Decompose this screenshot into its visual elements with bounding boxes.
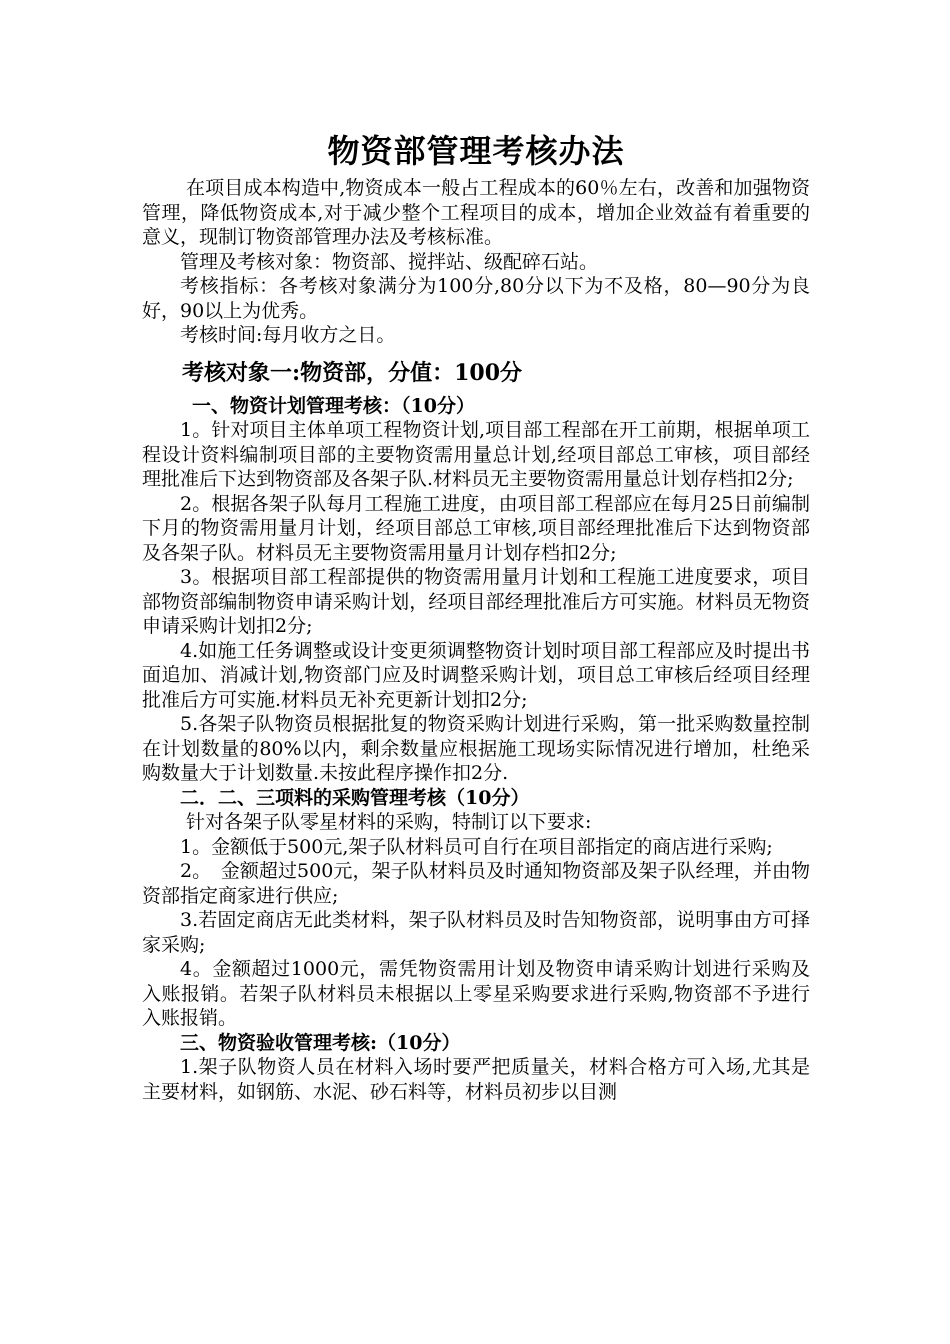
part1-heading: 一、物资计划管理考核：（10分） [192, 394, 475, 417]
part2-item: 2。 金额超过500元，架子队材料员及时通知物资部及架子队经理，并由物资部指定商家进行供应; [142, 860, 810, 907]
assessment-indicators: 考核指标：各考核对象满分为100分,80分以下为不及格，80—90分为良好，90以上为优秀。 [142, 275, 810, 322]
part2-lead: 针对各架子队零星材料的采购，特制订以下要求: [186, 811, 592, 833]
assessment-time: 考核时间:每月收方之日。 [180, 324, 396, 346]
part2-item: 3.若固定商店无此类材料，架子队材料员及时告知物资部，说明事由方可择家采购; [142, 909, 810, 956]
part2-item: 1。金额低于500元,架子队材料员可自行在项目部指定的商店进行采购; [180, 835, 773, 858]
part1-item: 4.如施工任务调整或设计变更须调整物资计划时项目部工程部应及时提出书面追加、消减计划,物资部门应及时调整采购计划，项目总工审核后经项目经理批准后方可实施.材料员无补充更新计划扣2分; [142, 639, 810, 711]
part3-item: 1.架子队物资人员在材料入场时要严把质量关，材料合格方可入场,尤其是主要材料，如钢筋、水泥、砂石料等，材料员初步以目测 [142, 1056, 810, 1103]
document-title: 物资部管理考核办法 [327, 132, 625, 170]
part1-item: 3。根据项目部工程部提供的物资需用量月计划和工程施工进度要求，项目部物资部编制物资申请采购计划，经项目部经理批准后方可实施。材料员无物资申请采购计划扣2分; [142, 566, 810, 637]
part3-heading: 三、物资验收管理考核:（10分） [180, 1031, 461, 1054]
part1-item: 2。根据各架子队每月工程施工进度，由项目部工程部应在每月25日前编制下月的物资需用量月计划，经项目部总工审核,项目部经理批准后下达到物资部及各架子队。材料员无主要物资需用量月计划存档扣2分; [142, 492, 810, 564]
assessment-targets: 管理及考核对象：物资部、搅拌站、级配碎石站。 [180, 250, 599, 273]
part1-item: 1。针对项目主体单项工程物资计划,项目部工程部在开工前期，根据单项工程设计资料编制项目部的主要物资需用量总计划,经项目部总工审核，项目部经理批准后下达到物资部及各架子队.材料员无主要物资需用量总计划存档扣2分; [142, 419, 810, 490]
part1-item: 5.各架子队物资员根据批复的物资采购计划进行采购，第一批采购数量控制在计划数量的80%以内，剩余数量应根据施工现场实际情况进行增加，杜绝采购数量大于计划数量.未按此程序操作扣2分. [142, 713, 810, 784]
part2-heading: 二．二、三项料的采购管理考核（10分） [180, 786, 530, 809]
part2-item: 4。金额超过1000元，需凭物资需用计划及物资申请采购计划进行采购及入账报销。若架子队材料员未根据以上零星采购要求进行采购,物资部不予进行入账报销。 [142, 958, 810, 1029]
intro-paragraph: 在项目成本构造中,物资成本一般占工程成本的60％左右，改善和加强物资管理，降低物资成本,对于减少整个工程项目的成本，增加企业效益有着重要的意义，现制订物资部管理办法及考核标准。 [142, 177, 810, 248]
section-title: 考核对象一:物资部，分值：100分 [182, 359, 523, 386]
